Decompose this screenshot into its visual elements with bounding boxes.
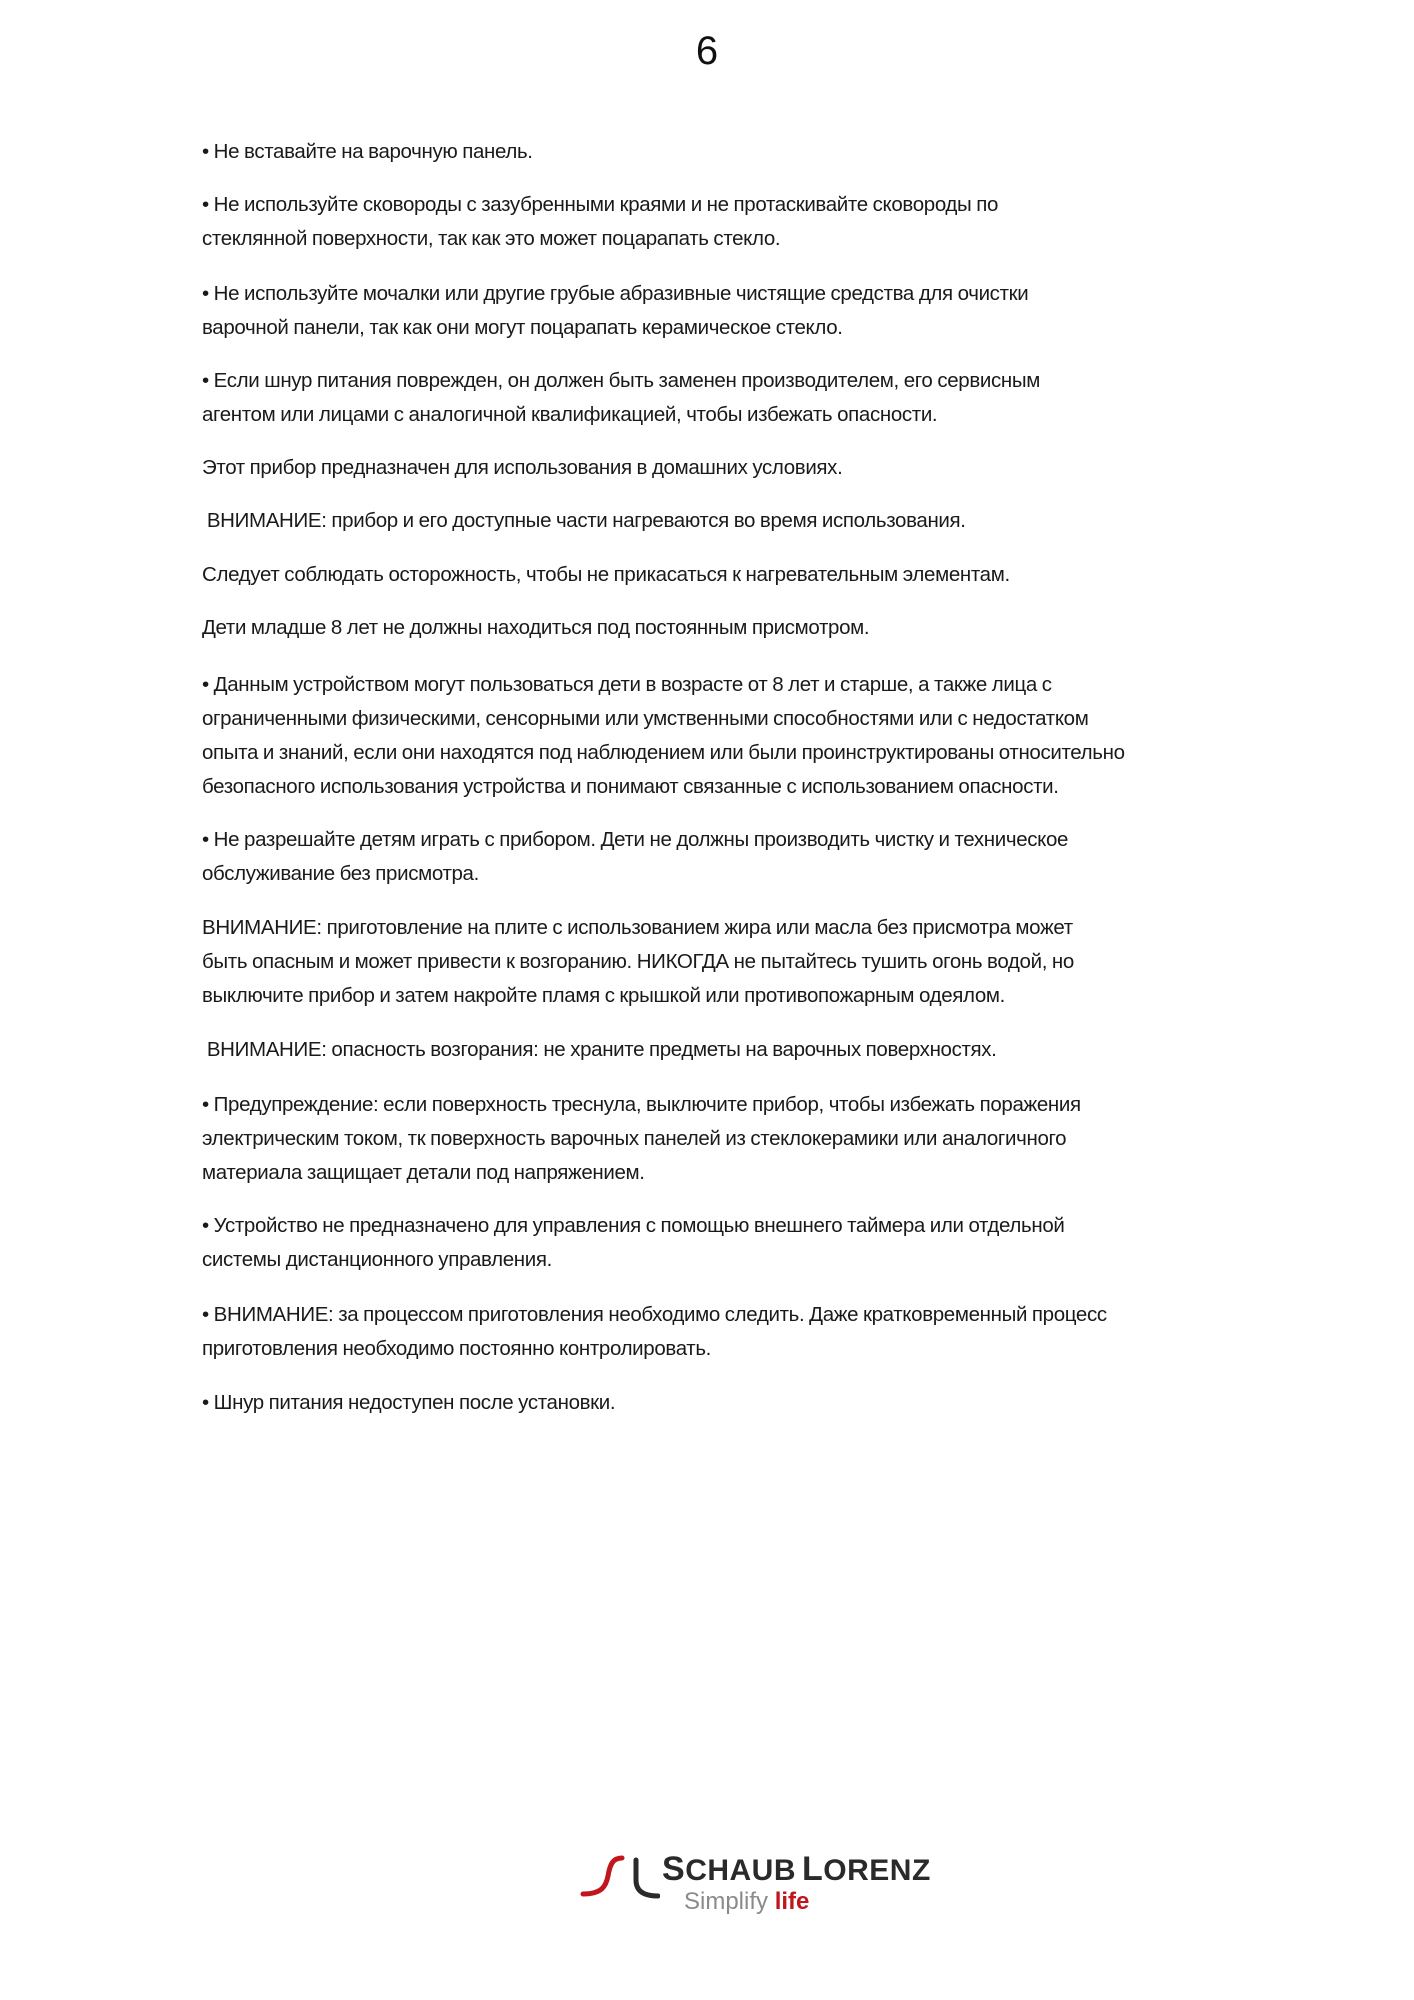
text-line: • Предупреждение: если поверхность треснула, выключите прибор, чтобы избежать поражения [202,1093,1081,1116]
text-line: • Не используйте сковороды с зазубренными краями и не протаскивайте сковороды по [202,193,999,216]
text-line: • Шнур питания недоступен после установки. [202,1391,616,1414]
logo-mark-icon [580,1854,660,1904]
text-line: агентом или лицами с аналогичной квалификацией, чтобы избежать опасности. [202,403,938,426]
text-line: ВНИМАНИЕ: опасность возгорания: не храните предметы на варочных поверхностях. [202,1038,997,1061]
text-line: варочной панели, так как они могут поцарапать керамическое стекло. [202,316,843,339]
logo-brand-chaub: CHAUB [685,1854,797,1887]
text-line: приготовления необходимо постоянно контролировать. [202,1337,712,1360]
text-line: электрическим током, тк поверхность варочных панелей из стеклокерамики или аналогичного [202,1127,1067,1150]
text-line: • Устройство не предназначено для управления с помощью внешнего таймера или отдельной [202,1214,1065,1237]
text-line: опыта и знаний, если они находятся под наблюдением или были проинструктированы относительно [202,741,1125,764]
text-line: системы дистанционного управления. [202,1248,552,1271]
logo-brand-s: S [662,1850,686,1888]
text-line: безопасного использования устройства и понимают связанные с использованием опасности. [202,775,1059,798]
text-line: Дети младше 8 лет не должны находиться под постоянным присмотром. [202,616,870,639]
text-line: быть опасным и может привести к возгоранию. НИКОГДА не пытайтесь тушить огонь водой, но [202,950,1074,973]
text-line: ВНИМАНИЕ: приготовление на плите с использованием жира или масла без присмотра может [202,916,1073,939]
text-line: ограниченными физическими, сенсорными или умственными способностями или с недостатком [202,707,1089,730]
logo-tagline-life: life [774,1888,810,1915]
text-line: • Если шнур питания поврежден, он должен быть заменен производителем, его сервисным [202,369,1040,392]
logo-tagline [684,1888,809,1916]
text-line: ВНИМАНИЕ: прибор и его доступные части нагреваются во время использования. [202,509,966,532]
logo-brand-text [662,1852,931,1888]
logo-tagline-simplify: Simplify [684,1888,769,1915]
text-line: • Данным устройством могут пользоваться дети в возрасте от 8 лет и старше, а также лица с [202,673,1052,696]
text-line: стеклянной поверхности, так как это может поцарапать стекло. [202,227,781,250]
text-line: материала защищает детали под напряжением. [202,1161,645,1184]
text-line: • ВНИМАНИЕ: за процессом приготовления необходимо следить. Даже кратковременный процесс [202,1303,1107,1326]
text-line: • Не разрешайте детям играть с прибором. Дети не должны производить чистку и техническое [202,828,1069,851]
logo-brand-l: L [802,1850,824,1888]
text-line: Этот прибор предназначен для использования в домашних условиях. [202,456,843,479]
text-line: обслуживание без присмотра. [202,862,479,885]
schaub-lorenz-logo [580,1850,940,1930]
text-line: • Не используйте мочалки или другие грубые абразивные чистящие средства для очистки [202,282,1029,305]
page-number: 6 [695,29,719,73]
text-line: выключите прибор и затем накройте пламя с крышкой или противопожарным одеялом. [202,984,1005,1007]
text-line: • Не вставайте на варочную панель. [202,140,533,163]
logo-brand-orenz: ORENZ [823,1854,931,1887]
text-line: Следует соблюдать осторожность, чтобы не прикасаться к нагревательным элементам. [202,563,1010,586]
